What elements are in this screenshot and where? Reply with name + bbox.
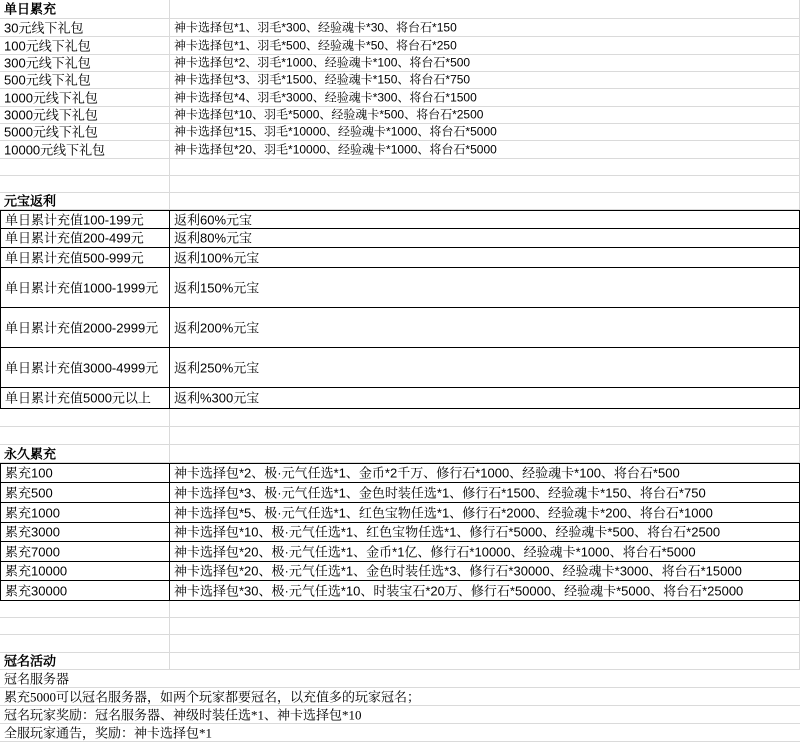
rebate-tier-cell[interactable] bbox=[0, 308, 170, 348]
daily-reward: 神卡选择包*1、羽毛*500、经验魂卡*50、将台石*250 bbox=[174, 38, 457, 52]
permanent-row[interactable] bbox=[0, 523, 800, 542]
permanent-reward: 神卡选择包*20、极·元气任选*1、金币*1亿、修行石*10000、经验魂卡*1000、将台石*5000 bbox=[174, 544, 696, 559]
rebate-tier-cell[interactable] bbox=[0, 388, 170, 409]
permanent-reward: 神卡选择包*30、极·元气任选*10、时装宝石*20万、修行石*50000、经验魂卡*5000、将台石*25000 bbox=[174, 583, 744, 598]
permanent-reward: 神卡选择包*10、极·元气任选*1、红色宝物任选*1、修行石*5000、经验魂卡*500、将台石*2500 bbox=[174, 524, 721, 540]
permanent-tier-cell[interactable] bbox=[0, 503, 170, 523]
permanent-row[interactable] bbox=[0, 542, 800, 562]
empty-row[interactable] bbox=[0, 618, 800, 635]
permanent-row[interactable] bbox=[0, 483, 800, 503]
cell[interactable] bbox=[0, 635, 170, 653]
naming-line[interactable] bbox=[0, 670, 800, 688]
daily-reward: 神卡选择包*10、羽毛*5000、经验魂卡*500、将台石*2500 bbox=[174, 107, 484, 122]
permanent-reward-cell[interactable] bbox=[170, 463, 800, 483]
daily-title: 单日累充 bbox=[4, 1, 57, 17]
rebate-reward-cell[interactable] bbox=[170, 248, 800, 268]
daily-tier-cell[interactable] bbox=[0, 72, 170, 89]
cell[interactable] bbox=[170, 159, 800, 176]
daily-tier: 3000元线下礼包 bbox=[4, 107, 98, 123]
rebate-tier: 单日累计充值200-499元 bbox=[5, 230, 144, 246]
rebate-reward-cell[interactable] bbox=[170, 348, 800, 388]
daily-section-header[interactable] bbox=[0, 0, 800, 19]
cell[interactable] bbox=[0, 409, 170, 427]
daily-tier: 500元线下礼包 bbox=[4, 72, 91, 88]
cell[interactable] bbox=[0, 724, 800, 742]
daily-tier-cell[interactable] bbox=[0, 89, 170, 107]
cell[interactable] bbox=[0, 601, 170, 618]
naming-line[interactable] bbox=[0, 706, 800, 724]
daily-reward: 神卡选择包*15、羽毛*10000、经验魂卡*1000、将台石*5000 bbox=[174, 124, 497, 139]
rebate-reward: 返利%300元宝 bbox=[174, 390, 260, 406]
daily-reward-cell[interactable] bbox=[170, 124, 800, 141]
empty-row[interactable] bbox=[0, 427, 800, 445]
daily-reward-cell[interactable] bbox=[170, 37, 800, 55]
rebate-tier: 单日累计充值3000-4999元 bbox=[5, 360, 159, 375]
daily-reward: 神卡选择包*2、羽毛*1000、经验魂卡*100、将台石*500 bbox=[174, 55, 471, 70]
naming-title: 冠名活动 bbox=[4, 653, 57, 669]
cell[interactable] bbox=[170, 409, 800, 427]
daily-tier-cell[interactable] bbox=[0, 124, 170, 141]
daily-row[interactable] bbox=[0, 37, 800, 55]
rebate-row[interactable] bbox=[0, 248, 800, 268]
daily-tier: 100元线下礼包 bbox=[4, 38, 91, 53]
daily-row[interactable] bbox=[0, 107, 800, 124]
cell[interactable] bbox=[170, 176, 800, 193]
naming-line[interactable] bbox=[0, 724, 800, 742]
daily-reward-cell[interactable] bbox=[170, 19, 800, 37]
rebate-tier-cell[interactable] bbox=[0, 210, 170, 229]
cell[interactable] bbox=[0, 445, 170, 463]
cell[interactable] bbox=[170, 0, 800, 19]
rebate-reward: 返利80%元宝 bbox=[174, 230, 253, 246]
permanent-reward-cell[interactable] bbox=[170, 562, 800, 581]
cell[interactable] bbox=[170, 601, 800, 618]
rebate-section-header[interactable] bbox=[0, 193, 800, 210]
daily-tier-cell[interactable] bbox=[0, 19, 170, 37]
rebate-reward: 返利150%元宝 bbox=[174, 280, 260, 295]
permanent-tier-cell[interactable] bbox=[0, 562, 170, 581]
permanent-row[interactable] bbox=[0, 581, 800, 601]
cell[interactable] bbox=[170, 193, 800, 210]
cell[interactable] bbox=[0, 159, 170, 176]
cell[interactable] bbox=[170, 427, 800, 445]
daily-reward: 神卡选择包*4、羽毛*3000、经验魂卡*300、将台石*1500 bbox=[174, 90, 477, 104]
cell[interactable] bbox=[170, 635, 800, 653]
daily-tier-cell[interactable] bbox=[0, 141, 170, 159]
daily-reward-cell[interactable] bbox=[170, 55, 800, 72]
permanent-tier-cell[interactable] bbox=[0, 523, 170, 542]
daily-row[interactable] bbox=[0, 89, 800, 107]
rebate-tier: 单日累计充值500-999元 bbox=[5, 250, 144, 265]
permanent-tier-cell[interactable] bbox=[0, 463, 170, 483]
rebate-tier-cell[interactable] bbox=[0, 348, 170, 388]
rebate-reward-cell[interactable] bbox=[170, 308, 800, 348]
permanent-row[interactable] bbox=[0, 503, 800, 523]
daily-reward: 神卡选择包*20、羽毛*10000、经验魂卡*1000、将台石*5000 bbox=[174, 142, 497, 156]
daily-row[interactable] bbox=[0, 19, 800, 37]
daily-tier-cell[interactable] bbox=[0, 37, 170, 55]
daily-row[interactable] bbox=[0, 141, 800, 159]
rebate-reward-cell[interactable] bbox=[170, 229, 800, 248]
daily-tier: 1000元线下礼包 bbox=[4, 90, 98, 105]
rebate-reward: 返利100%元宝 bbox=[174, 250, 260, 265]
empty-row[interactable] bbox=[0, 601, 800, 618]
daily-tier: 300元线下礼包 bbox=[4, 55, 91, 71]
rebate-reward: 返利250%元宝 bbox=[174, 360, 260, 375]
rebate-tier-cell[interactable] bbox=[0, 268, 170, 308]
rebate-tier-cell[interactable] bbox=[0, 248, 170, 268]
rebate-tier: 单日累计充值2000-2999元 bbox=[5, 320, 159, 335]
permanent-section-header[interactable] bbox=[0, 445, 800, 463]
permanent-reward-cell[interactable] bbox=[170, 581, 800, 601]
permanent-tier-cell[interactable] bbox=[0, 581, 170, 601]
rebate-row[interactable] bbox=[0, 348, 800, 388]
permanent-tier: 累充3000 bbox=[5, 524, 60, 540]
daily-tier-cell[interactable] bbox=[0, 55, 170, 72]
cell[interactable] bbox=[0, 670, 800, 688]
naming-text: 累充5000可以冠名服务器，如两个玩家都要冠名，以充值多的玩家冠名； bbox=[4, 689, 421, 704]
permanent-reward: 神卡选择包*20、极·元气任选*1、金色时装任选*3、修行石*30000、经验魂卡*3000、将台石*15000 bbox=[174, 563, 742, 579]
rebate-row[interactable] bbox=[0, 210, 800, 229]
rebate-row[interactable] bbox=[0, 308, 800, 348]
empty-row[interactable] bbox=[0, 176, 800, 193]
cell[interactable] bbox=[0, 706, 800, 724]
empty-row[interactable] bbox=[0, 159, 800, 176]
cell[interactable] bbox=[0, 176, 170, 193]
daily-reward-cell[interactable] bbox=[170, 141, 800, 159]
permanent-tier: 累充1000 bbox=[5, 505, 60, 520]
daily-reward-cell[interactable] bbox=[170, 107, 800, 124]
permanent-reward-cell[interactable] bbox=[170, 483, 800, 503]
rebate-row[interactable] bbox=[0, 268, 800, 308]
rebate-reward-cell[interactable] bbox=[170, 210, 800, 229]
rebate-tier: 单日累计充值100-199元 bbox=[5, 212, 144, 227]
rebate-row[interactable] bbox=[0, 388, 800, 409]
permanent-tier: 累充500 bbox=[5, 485, 53, 500]
rebate-reward-cell[interactable] bbox=[170, 388, 800, 409]
naming-section-header[interactable] bbox=[0, 653, 800, 670]
naming-line[interactable] bbox=[0, 688, 800, 706]
permanent-reward-cell[interactable] bbox=[170, 503, 800, 523]
permanent-reward: 神卡选择包*5、极·元气任选*1、红色宝物任选*1、修行石*2000、经验魂卡*200、将台石*1000 bbox=[174, 505, 713, 520]
rebate-reward-cell[interactable] bbox=[170, 268, 800, 308]
naming-text: 冠名服务器 bbox=[4, 671, 70, 686]
permanent-reward-cell[interactable] bbox=[170, 542, 800, 562]
daily-tier: 30元线下礼包 bbox=[4, 20, 84, 35]
daily-reward-cell[interactable] bbox=[170, 89, 800, 107]
permanent-tier: 累充10000 bbox=[5, 563, 68, 579]
permanent-title: 永久累充 bbox=[4, 446, 57, 461]
daily-reward: 神卡选择包*3、羽毛*1500、经验魂卡*150、将台石*750 bbox=[174, 72, 471, 87]
cell[interactable] bbox=[0, 653, 170, 670]
permanent-tier: 累充30000 bbox=[5, 583, 68, 598]
rebate-tier: 单日累计充值1000-1999元 bbox=[5, 280, 159, 295]
permanent-row[interactable] bbox=[0, 562, 800, 581]
naming-text: 全服玩家通告，奖励：神卡选择包*1 bbox=[4, 725, 213, 740]
rebate-reward: 返利60%元宝 bbox=[174, 212, 253, 227]
cell[interactable] bbox=[0, 427, 170, 445]
cell[interactable] bbox=[170, 653, 800, 670]
daily-row[interactable] bbox=[0, 124, 800, 141]
cell[interactable] bbox=[0, 193, 170, 210]
cell[interactable] bbox=[170, 618, 800, 635]
permanent-reward: 神卡选择包*3、极·元气任选*1、金色时装任选*1、修行石*1500、经验魂卡*150、将台石*750 bbox=[174, 485, 706, 500]
daily-reward-cell[interactable] bbox=[170, 72, 800, 89]
daily-tier: 10000元线下礼包 bbox=[4, 142, 106, 157]
permanent-tier: 累充100 bbox=[5, 465, 53, 481]
empty-row[interactable] bbox=[0, 409, 800, 427]
rebate-title: 元宝返利 bbox=[4, 193, 57, 209]
daily-row[interactable] bbox=[0, 72, 800, 89]
cell[interactable] bbox=[170, 445, 800, 463]
cell[interactable] bbox=[0, 688, 800, 706]
cell[interactable] bbox=[0, 0, 170, 19]
daily-tier: 5000元线下礼包 bbox=[4, 124, 98, 140]
rebate-tier: 单日累计充值5000元以上 bbox=[5, 390, 151, 406]
permanent-reward: 神卡选择包*2、极·元气任选*1、金币*2千万、修行石*1000、经验魂卡*100、将台石*500 bbox=[174, 465, 680, 481]
daily-reward: 神卡选择包*1、羽毛*300、经验魂卡*30、将台石*150 bbox=[174, 20, 457, 34]
rebate-row[interactable] bbox=[0, 229, 800, 248]
daily-row[interactable] bbox=[0, 55, 800, 72]
permanent-tier-cell[interactable] bbox=[0, 483, 170, 503]
naming-text: 冠名玩家奖励：冠名服务器、神级时装任选*1、神卡选择包*10 bbox=[4, 707, 362, 722]
permanent-tier-cell[interactable] bbox=[0, 542, 170, 562]
rebate-tier-cell[interactable] bbox=[0, 229, 170, 248]
permanent-tier: 累充7000 bbox=[5, 544, 60, 559]
cell[interactable] bbox=[0, 618, 170, 635]
empty-row[interactable] bbox=[0, 635, 800, 653]
permanent-row[interactable] bbox=[0, 463, 800, 483]
permanent-reward-cell[interactable] bbox=[170, 523, 800, 542]
rebate-reward: 返利200%元宝 bbox=[174, 320, 260, 335]
daily-tier-cell[interactable] bbox=[0, 107, 170, 124]
